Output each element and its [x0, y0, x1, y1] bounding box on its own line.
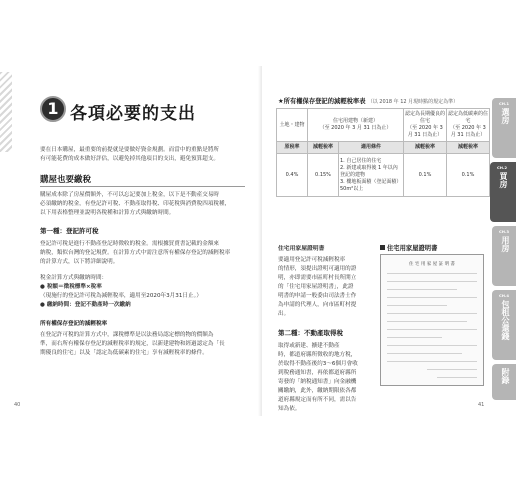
table-title	[278, 96, 458, 105]
cert-image-heading	[380, 243, 437, 252]
reduction-line: 期優良的住宅」以及「認定為低碳素的住宅」享有減輕稅率的條件。	[40, 350, 208, 356]
cert-line: 明書的申請一般委由司法書士作	[278, 293, 357, 299]
intro-line: 要在日本購屋，最重要的前提就是要做好資金規劃。而當中的重點是將所	[40, 147, 220, 153]
subsection-line: 到稅務通知書，再依都道府縣所	[278, 370, 357, 376]
tab-number: CH.4	[498, 293, 510, 298]
right-page	[262, 66, 520, 416]
cert-line: 的「住宅用家屋證明書」，此證	[278, 284, 354, 290]
table-cell: 0.1%	[447, 154, 490, 197]
tab-ch2[interactable]	[490, 162, 516, 222]
section-heading: 購屋也要繳稅	[40, 175, 92, 185]
chapter-number-badge	[40, 96, 66, 122]
table-header-cell: 住宅用建物（新建） （至 2020 年 3 月 31 日為止）	[308, 109, 404, 142]
intro-line: 有可能花費的成本做好評估，以避免掉其他項目的支出，避免預算超支。	[40, 156, 220, 162]
intro-paragraph	[40, 146, 219, 164]
subsection-line: 關繳納，此外，繳納期限依各都	[278, 388, 357, 394]
cert-line: 出。	[278, 311, 290, 317]
tab-ch4[interactable]	[492, 290, 516, 360]
page-number-right: 41	[478, 402, 485, 408]
formula-note: （現施行的登記許可稅為減輕稅率，適用至2020年3月31日止。）	[40, 293, 202, 299]
chapter-number: 1	[47, 99, 59, 118]
subsection-line: 的計算方式，以下將詳細說明。	[40, 259, 119, 265]
table-subheader-cell: 原稅率	[277, 142, 308, 154]
tab-label: 附錄	[501, 368, 510, 384]
reduction-line: 準，而右所有權保存登記的減輕稅率的規定，以新建建物和經過認定為「長	[40, 341, 225, 347]
subsection-line: 寄發的「納稅通知書」向金融機	[278, 379, 357, 385]
tab-number: CH.3	[498, 229, 510, 234]
reduction-paragraph	[40, 331, 225, 358]
table-subheader-cell: 減輕稅率	[308, 142, 339, 154]
subsection-line: 道府縣規定而有所不同，需以告	[278, 397, 357, 403]
table-subheader-row	[277, 142, 490, 154]
subsection-heading: 第二種：不動產取得稅	[278, 329, 343, 337]
table-note: （以 2018 年 12 月現時點的規定為準）	[367, 99, 459, 105]
table-header-cell: 土地・建物	[277, 109, 308, 142]
subsection-line: 登記許可稅是進行不動產登記時徵收的稅金。需根據買賣書記載的金額來	[40, 241, 220, 247]
subsection-line: 知為依。	[278, 406, 301, 412]
certificate-image	[380, 254, 484, 386]
table-header-row	[277, 109, 490, 142]
cert-image-title: 住宅用家屋證明書	[387, 245, 438, 252]
tab-label: 買房	[499, 172, 508, 188]
page-number-left: 40	[14, 402, 21, 408]
table-cell: 0.1%	[404, 154, 447, 197]
tab-label: 用房	[501, 236, 510, 252]
subsection-heading: 第一種：登記許可稅	[40, 227, 99, 235]
section-line: 購屋成本除了房屋價額外，不可以忘記要加上稅金，以下是不動產交易時	[40, 192, 220, 198]
table-row	[277, 154, 490, 197]
tax-rate-table	[276, 108, 490, 197]
cert-paragraph	[278, 256, 356, 319]
table-cell: 1. 自己居住的住宅 2. 新建或取得後 1 年以內登記的建物 3. 樓地板面積（登記面積）50m²以上	[339, 154, 404, 197]
square-bullet-icon	[380, 245, 385, 250]
subsection-line: 納稅，類似台灣的登記規費。在計算方式中需注意所有權保存登記的減輕稅率	[40, 250, 231, 256]
table-subheader-cell: 減輕稅率	[404, 142, 447, 154]
table-header-cell: 認定為長期優良的住宅 （至 2020 年 3 月 31 日為止）	[404, 109, 447, 142]
section-line: 以下用表格整理並說明各稅種和計算方式與繳納時間。	[40, 210, 175, 216]
cert-line: 要適用登記許可稅減輕稅率	[278, 257, 346, 263]
tab-ch1[interactable]	[492, 98, 516, 158]
section-line: 必須繳納的稅金，有登記許可稅、不動產取得稅、印花稅與消費稅四項稅種，	[40, 201, 231, 207]
section-paragraph	[40, 191, 230, 218]
formula-caption: 稅金計算方式與繳納時間：	[40, 275, 108, 281]
tab-appendix[interactable]	[492, 364, 516, 400]
subsection-paragraph	[40, 240, 230, 267]
cert-line: 為申請的代理人，向市區町村提	[278, 302, 357, 308]
subsection-line: 於取得不動產後約3〜6個月會收	[278, 361, 358, 367]
table-cell: 0.4%	[277, 154, 308, 197]
table-subheader-cell: 減輕稅率	[447, 142, 490, 154]
table-cell: 0.15%	[308, 154, 339, 197]
cert-line: 的情形，須提出證明可適用的證	[278, 266, 357, 272]
tab-label: 包租公還錢	[501, 300, 510, 340]
tab-number: CH.2	[496, 165, 508, 170]
reduction-line: 在登記許可稅的計算方式中，課稅標準是以法務局認定標的物的價額為	[40, 332, 214, 338]
reduction-heading: 所有權保存登記的減輕稅率	[40, 321, 108, 327]
chapter-title: 各項必要的支出	[70, 104, 196, 124]
table-header-cell: 認定為低碳素的住宅 （至 2020 年 3 月 31 日為止）	[447, 109, 490, 142]
tab-label: 選房	[501, 108, 510, 124]
payment-line: ● 繳納時間：登記不動產時一次繳納	[40, 302, 131, 308]
table-subheader-cell: 適用條件	[339, 142, 404, 154]
cert-section-label: 住宅用家屋證明書	[278, 246, 325, 252]
certificate-doc-title: 住 宅 用 家 屋 証 明 書	[408, 262, 455, 267]
tab-ch3[interactable]	[492, 226, 516, 286]
subsection-line: 時，都道府縣所徵收的地方稅，	[278, 352, 357, 358]
formula-line: ● 稅額＝徵稅標準×稅率	[40, 284, 102, 290]
chapter-tabs	[492, 66, 520, 416]
subsection-line: 取得或新建、擴建不動產	[278, 343, 340, 349]
cert-line: 明，亦即需要市區町村長所開立	[278, 275, 357, 281]
table-title-text: ★所有權保存登記的減輕稅率表	[278, 98, 366, 105]
subsection-paragraph	[278, 342, 358, 414]
left-page	[0, 66, 262, 416]
formula-block	[40, 274, 202, 310]
section-underline	[40, 186, 245, 187]
decorative-stripe	[0, 72, 12, 152]
tab-number: CH.1	[498, 101, 510, 106]
